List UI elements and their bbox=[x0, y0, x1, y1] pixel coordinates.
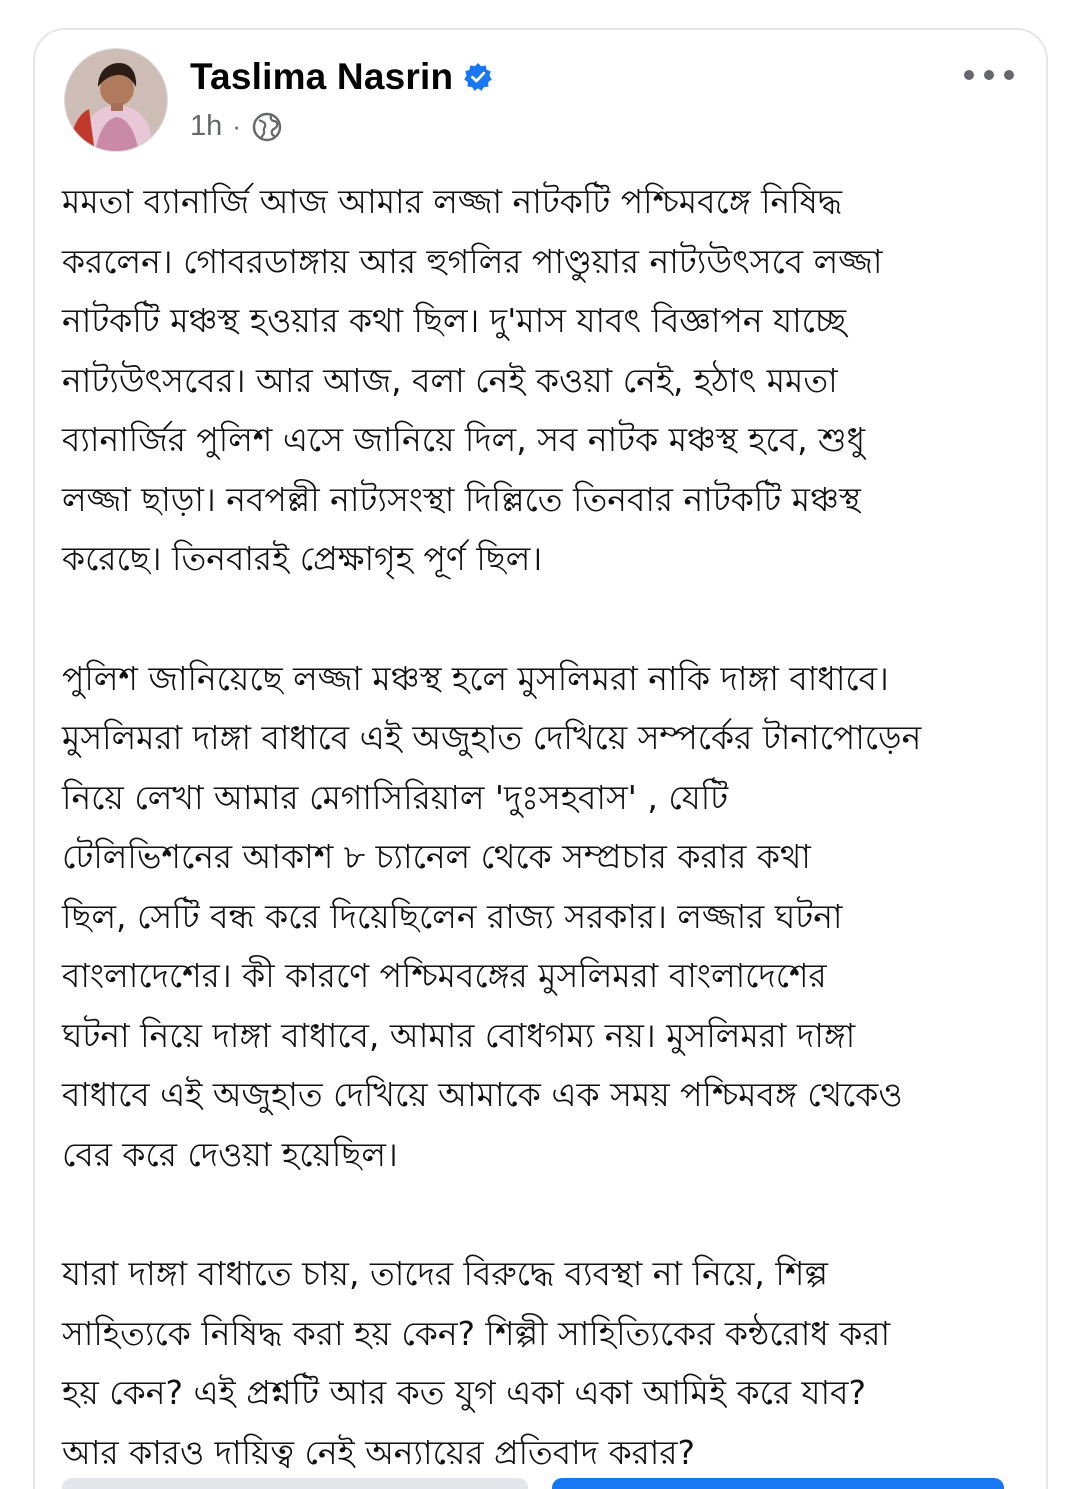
post-paragraph-2 bbox=[62, 649, 1020, 1185]
text-line: হয় কেন? এই প্রশ্নটি আর কত যুগ একা একা আমিই করে যাব? bbox=[62, 1373, 866, 1412]
text-line: ঘটনা নিয়ে দাঙ্গা বাধাবে, আমার বোধগম্য নয়। মুসলিমরা দাঙ্গা bbox=[62, 1015, 856, 1055]
avatar-image bbox=[65, 49, 168, 152]
text-line: আর কারও দায়িত্ব নেই অন্যায়ের প্রতিবাদ করার? bbox=[62, 1432, 696, 1472]
text-line: বাধাবে এই অজুহাত দেখিয়ে আমাকে এক সময় পশ্চিমবঙ্গ থেকেও bbox=[62, 1075, 903, 1114]
post-paragraph-3 bbox=[62, 1244, 1020, 1482]
secondary-action-button[interactable] bbox=[62, 1478, 528, 1489]
text-line: মুসলিমরা দাঙ্গা বাধাবে এই অজুহাত দেখিয়ে সম্পর্কের টানাপোড়েন bbox=[62, 718, 922, 757]
post-meta bbox=[190, 110, 283, 143]
text-line: লজ্জা ছাড়া। নবপল্লী নাট্যসংস্থা দিল্লিতে তিনবার নাটকটি মঞ্চস্থ bbox=[62, 479, 861, 519]
text-line: করেছে। তিনবারই প্রেক্ষাগৃহ পূর্ণ ছিল। bbox=[62, 539, 543, 578]
text-line: ব্যানার্জির পুলিশ এসে জানিয়ে দিল, সব নাটক মঞ্চস্থ হবে, শুধু bbox=[62, 420, 866, 459]
paragraph-gap bbox=[62, 589, 1020, 649]
globe-icon[interactable] bbox=[251, 111, 283, 143]
author-avatar[interactable] bbox=[64, 48, 168, 152]
post-paragraph-1 bbox=[62, 172, 1020, 589]
verified-badge-icon bbox=[463, 62, 493, 92]
text-line: মমতা ব্যানার্জি আজ আমার লজ্জা নাটকটি পশ্চিমবঙ্গে নিষিদ্ধ bbox=[62, 182, 843, 221]
text-line: বের করে দেওয়া হয়েছিল। bbox=[62, 1134, 398, 1174]
text-line: নাট্যউৎসবের। আর আজ, বলা নেই কওয়া নেই, হঠাৎ মমতা bbox=[62, 360, 838, 400]
meta-separator: · bbox=[232, 111, 241, 141]
post-text bbox=[62, 172, 1020, 1482]
author-name[interactable]: Taslima Nasrin bbox=[190, 56, 454, 97]
more-options-dot bbox=[1004, 70, 1014, 80]
text-line: নাটকটি মঞ্চস্থ হওয়ার কথা ছিল। দু'মাস যাবৎ বিজ্ঞাপন যাচ্ছে bbox=[62, 301, 847, 340]
author-row bbox=[190, 56, 493, 98]
text-line: পুলিশ জানিয়েছে লজ্জা মঞ্চস্থ হলে মুসলিমরা নাকি দাঙ্গা বাধাবে। bbox=[62, 658, 889, 698]
text-line: টেলিভিশনের আকাশ ৮ চ্যানেল থেকে সম্প্রচার করার কথা bbox=[62, 837, 811, 876]
more-options-icon bbox=[964, 70, 974, 80]
text-line: নিয়ে লেখা আমার মেগাসিরিয়াল 'দুঃসহবাস' , যেটি bbox=[62, 777, 729, 817]
text-line: করলেন। গোবরডাঙ্গায় আর হুগলির পাণ্ডুয়ার নাট্যউৎসবে লজ্জা bbox=[62, 241, 883, 281]
paragraph-gap bbox=[62, 1184, 1020, 1244]
text-line: যারা দাঙ্গা বাধাতে চায়, তাদের বিরুদ্ধে ব্যবস্থা না নিয়ে, শিল্প bbox=[62, 1254, 828, 1293]
text-line: ছিল, সেটি বন্ধ করে দিয়েছিলেন রাজ্য সরকার। লজ্জার ঘটনা bbox=[62, 896, 843, 936]
more-options-button[interactable] bbox=[964, 60, 1014, 90]
text-line: বাংলাদেশের। কী কারণে পশ্চিমবঙ্গের মুসলিমরা বাংলাদেশের bbox=[62, 956, 827, 995]
more-options-dot bbox=[984, 70, 994, 80]
text-line: সাহিত্যকে নিষিদ্ধ করা হয় কেন? শিল্পী সাহিত্যিকের কন্ঠরোধ করা bbox=[62, 1313, 891, 1353]
primary-action-button[interactable] bbox=[552, 1478, 1004, 1489]
post-timestamp[interactable]: 1h bbox=[190, 110, 223, 142]
